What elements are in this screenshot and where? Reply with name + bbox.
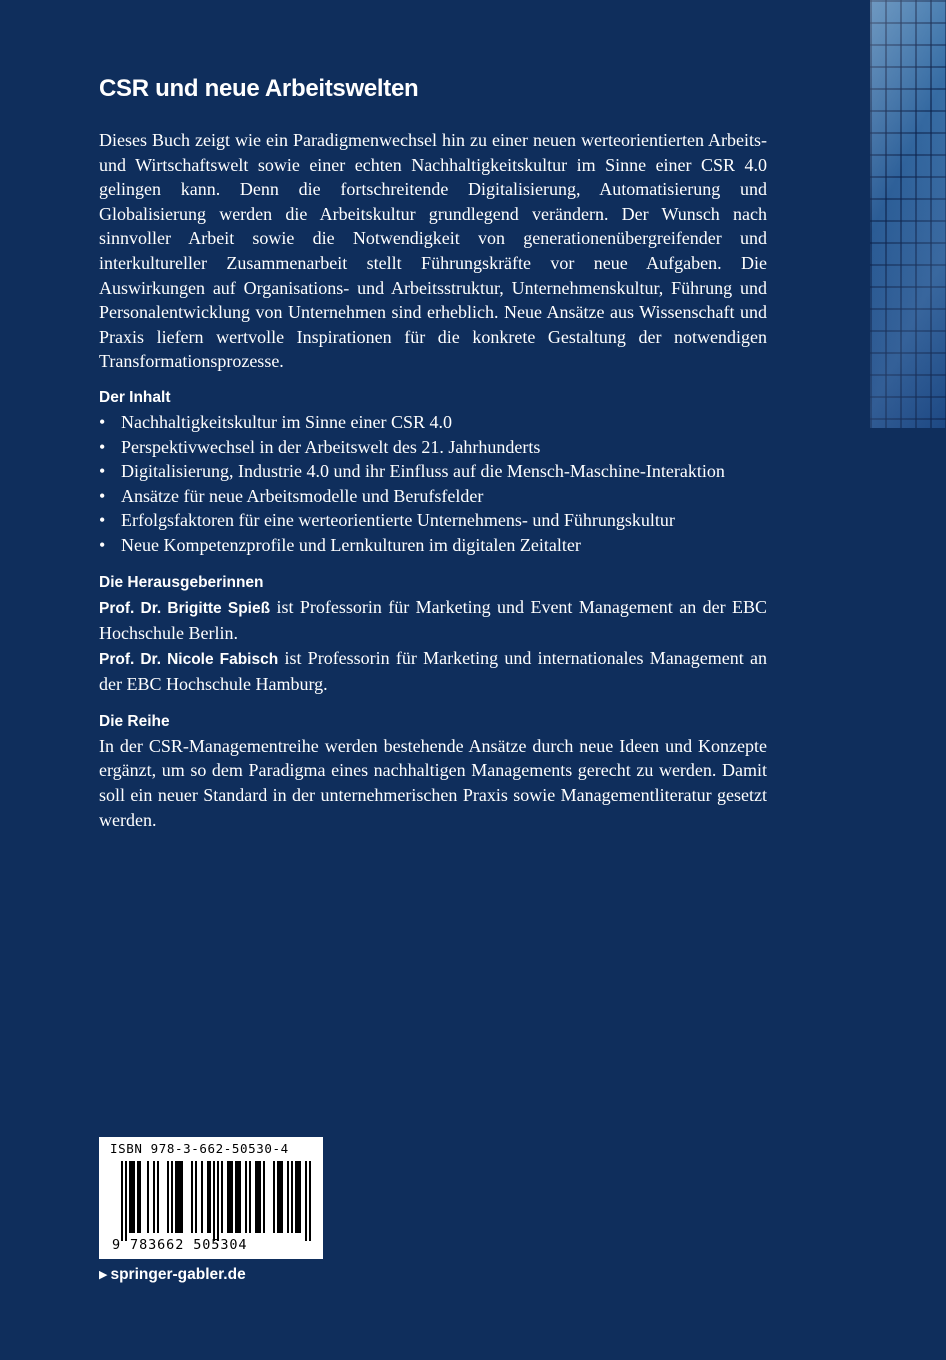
bullet-icon: •	[99, 411, 106, 432]
barcode-bar	[273, 1161, 275, 1233]
bullet-icon: •	[99, 485, 106, 506]
editor-name: Prof. Dr. Nicole Fabisch	[99, 650, 279, 668]
barcode-bar	[279, 1161, 281, 1233]
barcode-bar	[133, 1161, 135, 1233]
editor-entry	[99, 646, 767, 697]
list-item-text: Perspektivwechsel in der Arbeitswelt des 21. Jahrhunderts	[121, 436, 541, 457]
barcode-bar	[295, 1161, 297, 1233]
barcode-bar	[129, 1161, 131, 1233]
barcode-bar	[181, 1161, 183, 1233]
barcode-bar	[291, 1161, 293, 1233]
barcode-bar	[309, 1161, 311, 1241]
list-item	[99, 410, 767, 435]
list-item-text: Ansätze für neue Arbeitsmodelle und Berufsfelder	[121, 485, 484, 506]
ean-digits: 9 783662 505304	[112, 1237, 248, 1253]
barcode-bar	[175, 1161, 177, 1233]
editors-heading: Die Herausgeberinnen	[99, 573, 264, 591]
barcode-bar	[121, 1161, 123, 1241]
barcode-bar	[231, 1161, 233, 1233]
barcode-bar	[207, 1161, 209, 1233]
barcode-bar	[255, 1161, 257, 1233]
barcode-bar	[299, 1161, 301, 1233]
barcode-bar	[245, 1161, 247, 1233]
contents-heading: Der Inhalt	[99, 388, 171, 406]
barcode-bar	[227, 1161, 229, 1233]
barcode-bar	[217, 1161, 219, 1241]
bullet-icon: •	[99, 436, 106, 457]
barcode-bar	[125, 1161, 127, 1241]
barcode-bar	[195, 1161, 197, 1233]
list-item-text: Nachhaltigkeitskultur im Sinne einer CSR 4.0	[121, 411, 452, 432]
building-photo	[870, 0, 946, 428]
bullet-icon: •	[99, 510, 106, 531]
barcode-bar	[201, 1161, 203, 1233]
barcode-bar	[281, 1161, 283, 1233]
editors-block	[99, 595, 767, 697]
barcode-bar	[213, 1161, 215, 1241]
barcode-bar	[229, 1161, 231, 1233]
arrow-right-icon: ▶	[99, 1269, 108, 1281]
publisher-website[interactable]	[99, 1265, 246, 1285]
barcode-bar	[167, 1161, 169, 1233]
editor-name: Prof. Dr. Brigitte Spieß	[99, 599, 271, 617]
barcode-bar	[305, 1161, 307, 1241]
glass-reflection	[870, 0, 946, 428]
series-paragraph: In der CSR-Managementreihe werden bestehende Ansätze durch neue Ideen und Konzepte ergänzt, um so dem Paradigma eines nachhaltigen Managements gerecht zu werden. Damit soll ein neuer Standard in der unternehmerischen Praxis sowie Managementliteratur gesetzt werden.	[99, 735, 767, 830]
editor-entry	[99, 595, 767, 646]
list-item	[99, 533, 767, 558]
barcode-bar	[177, 1161, 179, 1233]
barcode-bar	[157, 1161, 159, 1233]
intro-paragraph: Dieses Buch zeigt wie ein Paradigmenwechsel hin zu einer neuen werteorientierten Arbeits- und Wirtschaftswelt sowie einer echten Nachhaltigkeitskultur im Sinne einer CSR 4.0 gelingen kann. Denn die fortschreitende Digitalisierung, Automatisierung und Globalisierung werden die Arbeitskultur grundlegend verändern. Der Wunsch nach sinnvoller Arbeit sowie die Notwendigkeit von generationenübergreifender und interkultureller Zusammenarbeit stellt Führungskräfte vor neue Aufgaben. Die Auswirkungen auf Organisations- und Arbeitsstruktur, Unternehmenskultur, Führung und Personalentwicklung von Unternehmen sind erheblich. Neue Ansätze aus Wissenschaft und Praxis liefern wertvolle Inspirationen für die konkrete Gestaltung der notwendigen Transformationsprozesse.	[99, 130, 767, 372]
barcode-bar	[153, 1161, 155, 1233]
barcode-bar	[259, 1161, 261, 1233]
list-item	[99, 435, 767, 460]
barcode-bar	[239, 1161, 241, 1233]
barcode-bar	[131, 1161, 133, 1233]
barcode-bar	[147, 1161, 149, 1233]
barcode-bar	[137, 1161, 139, 1233]
list-item	[99, 459, 767, 484]
barcode-bar	[221, 1161, 223, 1233]
list-item	[99, 508, 767, 533]
barcode-bar	[249, 1161, 251, 1233]
barcode-bar	[191, 1161, 193, 1233]
editor-bio: ist Professorin für Marketing und internationales Management an der EBC Hochschule Hamburg.	[99, 647, 767, 695]
isbn-barcode	[99, 1137, 323, 1259]
bullet-icon: •	[99, 461, 106, 482]
contents-list	[99, 410, 767, 558]
website-url: springer-gabler.de	[110, 1266, 246, 1283]
barcode-bar	[257, 1161, 259, 1233]
list-item-text: Neue Kompetenzprofile und Lernkulturen im digitalen Zeitalter	[121, 534, 581, 555]
barcode-bar	[179, 1161, 181, 1233]
editor-bio: ist Professorin für Marketing und Event Management an der EBC Hochschule Berlin.	[99, 596, 767, 644]
isbn-number: ISBN 978-3-662-50530-4	[110, 1141, 289, 1156]
list-item-text: Erfolgsfaktoren für eine werteorientierte Unternehmens- und Führungskultur	[121, 510, 675, 531]
barcode-bar	[263, 1161, 265, 1233]
barcode-bar	[209, 1161, 211, 1233]
barcode-bar	[139, 1161, 141, 1233]
barcode-bars	[121, 1161, 311, 1241]
series-heading: Die Reihe	[99, 712, 170, 730]
barcode-bar	[235, 1161, 237, 1233]
book-title: CSR und neue Arbeitswelten	[99, 75, 419, 102]
cover-text	[99, 72, 767, 832]
bullet-icon: •	[99, 534, 106, 555]
barcode-bar	[277, 1161, 279, 1233]
barcode-bar	[171, 1161, 173, 1233]
barcode-bar	[297, 1161, 299, 1233]
barcode-bar	[287, 1161, 289, 1233]
list-item-text: Digitalisierung, Industrie 4.0 und ihr Einfluss auf die Mensch-Maschine-Interaktion	[121, 461, 725, 482]
list-item	[99, 484, 767, 509]
barcode-bar	[237, 1161, 239, 1233]
